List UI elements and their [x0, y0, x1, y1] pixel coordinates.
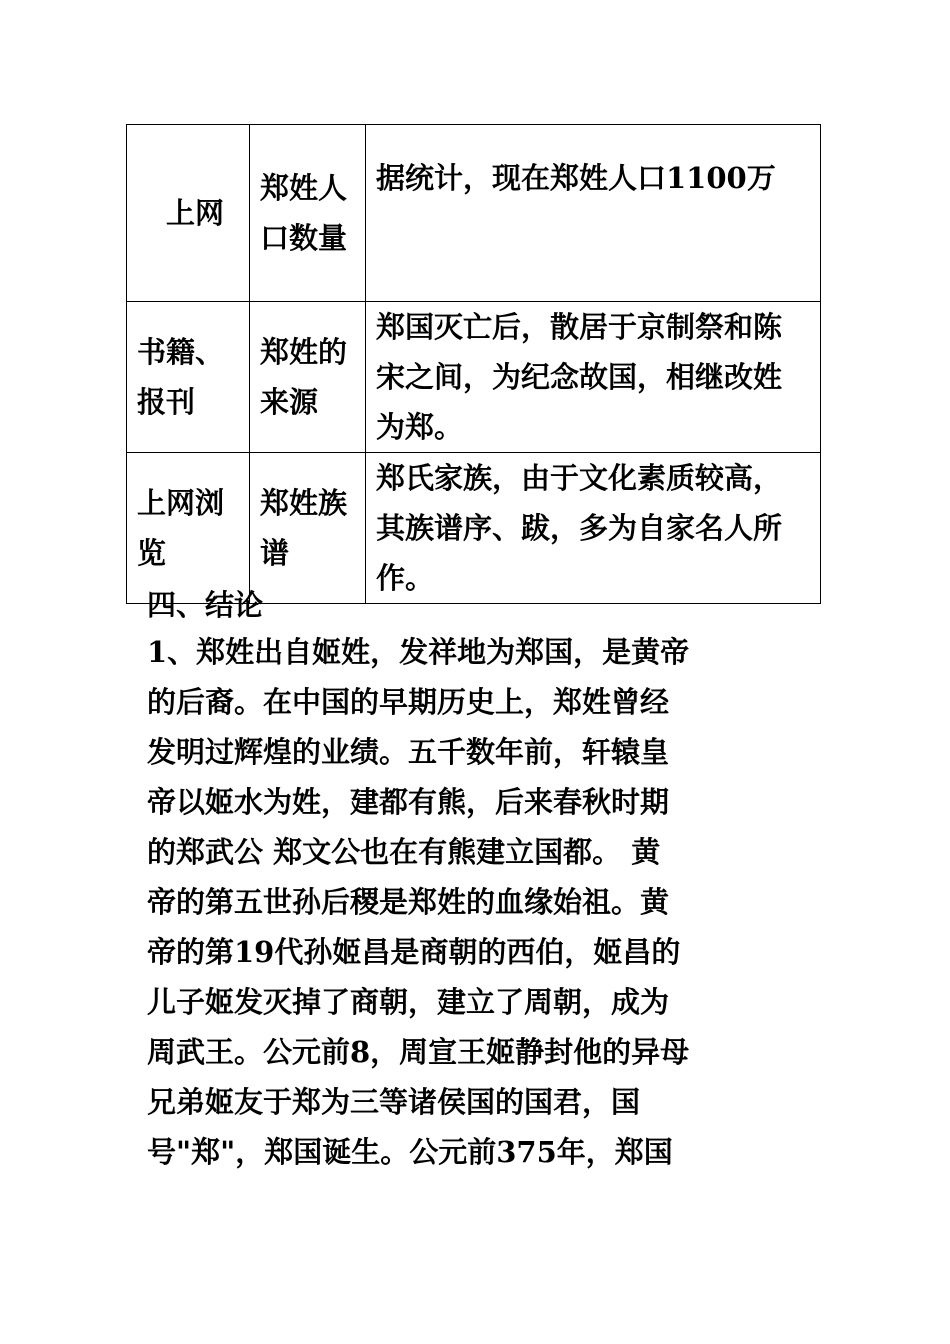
method-cell: 书籍、报刊	[127, 302, 250, 453]
paragraph-line: 帝以姬水为姓，建都有熊，后来春秋时期	[147, 785, 670, 819]
research-table	[126, 124, 821, 604]
topic-cell: 郑姓的来源	[250, 302, 366, 453]
paragraph-line: 的后裔。在中国的早期历史上，郑姓曾经	[147, 685, 670, 719]
table-row	[127, 302, 821, 453]
topic-cell: 郑姓族谱	[250, 453, 366, 604]
table-row	[127, 125, 821, 302]
paragraph-line: 的郑武公 郑文公也在有熊建立国都。 黄	[147, 835, 661, 869]
content-cell: 郑国灭亡后，散居于京制祭和陈宋之间，为纪念故国，相继改姓为郑。	[366, 302, 821, 453]
paragraph-line: 帝的第五世孙后稷是郑姓的血缘始祖。黄	[147, 885, 670, 919]
paragraph-line: 兄弟姬友于郑为三等诸侯国的国君，国	[147, 1085, 641, 1119]
conclusion-paragraph	[147, 627, 817, 1177]
paragraph-line: 周武王。公元前8，周宣王姬静封他的异母	[147, 1035, 690, 1069]
paragraph-line: 号"郑"，郑国诞生。公元前375年，郑国	[147, 1135, 673, 1169]
paragraph-line: 1、郑姓出自姬姓，发祥地为郑国，是黄帝	[147, 635, 690, 669]
method-cell: 上网浏览	[127, 453, 250, 604]
paragraph-line: 儿子姬发灭掉了商朝，建立了周朝，成为	[147, 985, 670, 1019]
paragraph-line: 帝的第19代孙姬昌是商朝的西伯，姬昌的	[147, 935, 681, 969]
content-cell: 据统计，现在郑姓人口1100万	[366, 125, 821, 302]
topic-cell: 郑姓人口数量	[250, 125, 366, 302]
method-cell: 上网	[127, 125, 250, 302]
paragraph-line: 发明过辉煌的业绩。五千数年前，轩辕皇	[147, 735, 670, 769]
section-title: 四、结论	[147, 588, 264, 622]
content-cell: 郑氏家族，由于文化素质较高，其族谱序、跋，多为自家名人所作。	[366, 453, 821, 604]
